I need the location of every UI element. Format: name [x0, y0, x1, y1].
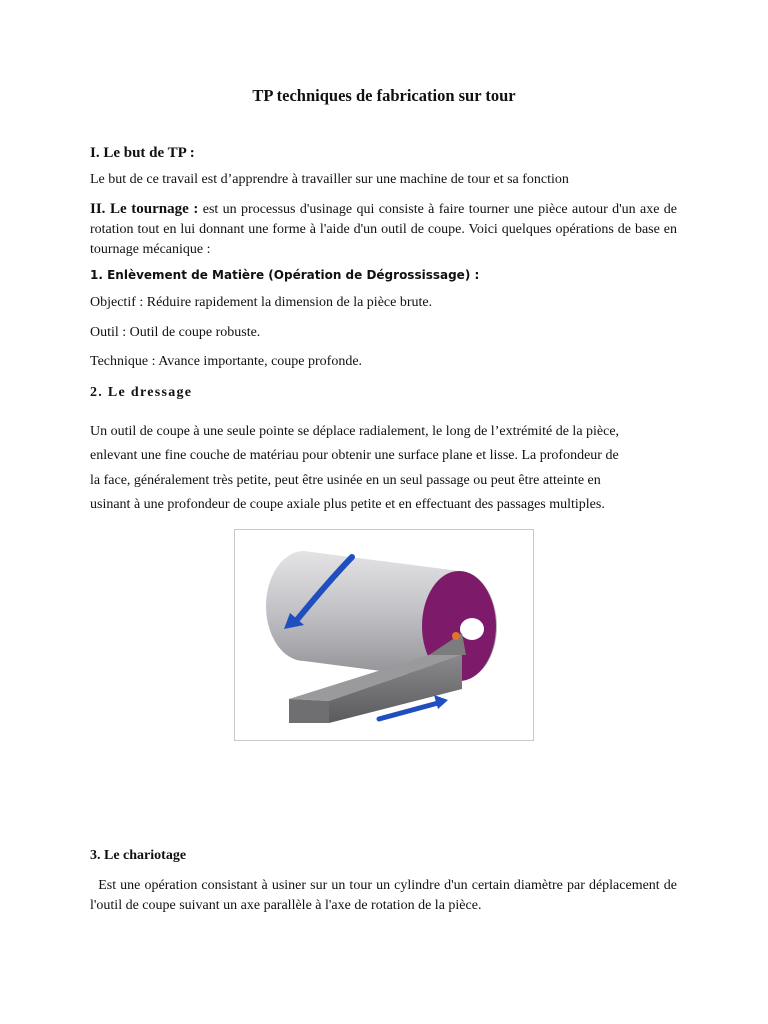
op3-heading: 3. Le chariotage [90, 848, 187, 863]
op2-line: enlevant une fine couche de matériau pour obtenir une surface plane et lisse. La profondeur de [90, 448, 619, 464]
op2-line: la face, généralement très petite, peut être usinée en un seul passage ou peut être atteinte en [90, 472, 601, 488]
op3-text: Est une opération consistant à usiner sur un tour un cylindre d'un certain diamètre par déplacement de l'outil de coupe suivant un axe parallèle à l'axe de rotation de la pièce. [90, 878, 677, 913]
document-title: TP techniques de fabrication sur tour [252, 86, 516, 105]
op3-paragraph [90, 876, 677, 916]
section2-text: est un processus d'usinage qui consiste à faire tourner une pièce autour d'un axe de rotation tout en lui donnant une forme à l'aide d'un outil de coupe. Voici quelques opérations de base en tournage mécanique : [90, 202, 677, 257]
op1-technique: Technique : Avance importante, coupe profonde. [90, 354, 363, 369]
op2-line: Un outil de coupe à une seule pointe se déplace radialement, le long de l’extrémité de la pièce, [90, 424, 620, 439]
op2-heading: 2. Le dressage [90, 385, 193, 400]
op1-outil: Outil : Outil de coupe robuste. [90, 325, 261, 340]
section1-text: Le but de ce travail est d’apprendre à travailler sur une machine de tour et sa fonction [90, 172, 569, 187]
op2-line: usinant à une profondeur de coupe axiale plus petite et en effectuant des passages multiples. [90, 496, 605, 512]
workpiece-center-hole [460, 618, 484, 640]
op1-heading: 1. Enlèvement de Matière (Opération de Dégrossissage) : [90, 268, 480, 282]
section2-heading: II. Le tournage : [90, 201, 199, 217]
op1-objectif: Objectif : Réduire rapidement la dimension de la pièce brute. [90, 295, 433, 310]
cutting-tool-side [289, 699, 329, 723]
op2-paragraph [90, 420, 677, 517]
section1-heading: I. Le but de TP : [90, 145, 195, 161]
section2-paragraph [90, 199, 677, 260]
chip-spark [452, 632, 460, 640]
facing-operation-illustration [234, 529, 534, 741]
